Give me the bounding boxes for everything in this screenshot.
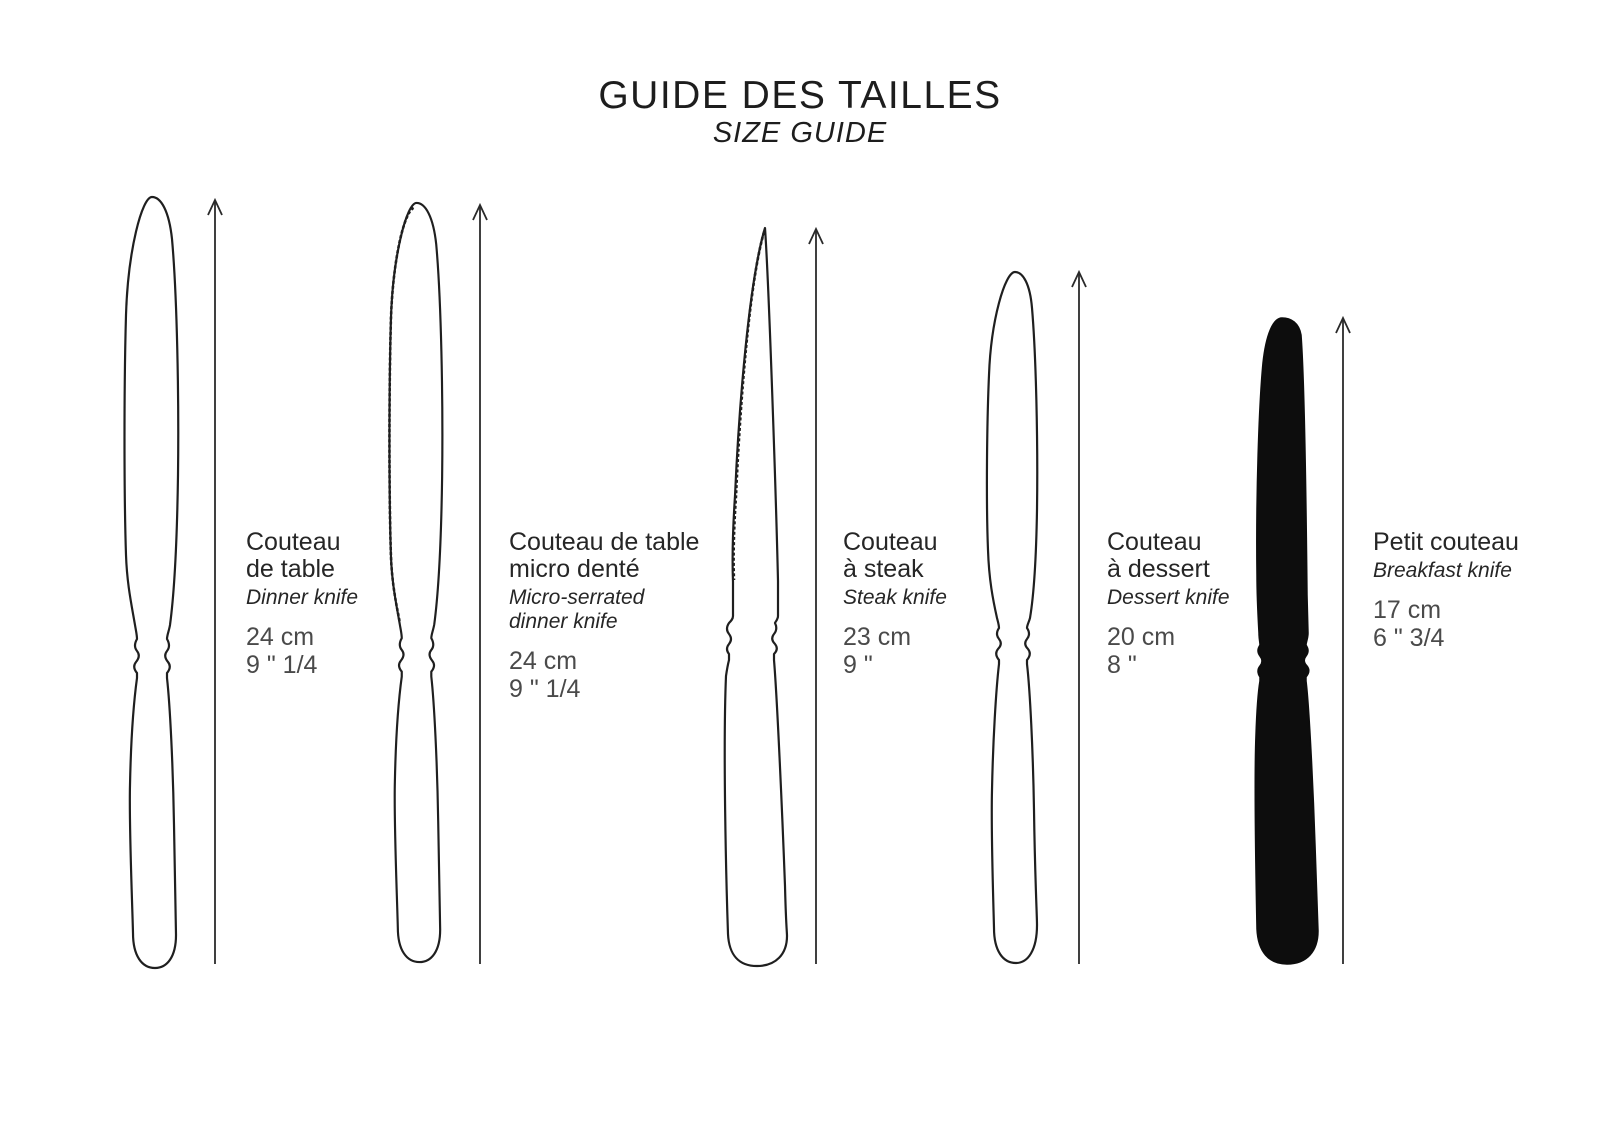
size-cm: 23 cm [843, 623, 912, 651]
micro-serrated-dinner-knife-illustration [381, 201, 456, 967]
guide-subtitle: SIZE GUIDE [712, 117, 888, 149]
size-cm: 17 cm [1373, 596, 1442, 624]
height-arrow-icon [1069, 270, 1089, 966]
size-inches: 9 " [843, 651, 873, 679]
size-inches: 8 " [1107, 651, 1137, 679]
guide-title: GUIDE DES TAILLES [598, 74, 1002, 117]
steak-knife-illustration [695, 226, 795, 971]
knife-name-fr: Couteau [843, 528, 938, 556]
knife-name-fr: Couteau de table [509, 528, 700, 556]
knife-name-fr: Petit couteau [1373, 528, 1519, 556]
knife-name-en: Breakfast knife [1373, 559, 1512, 582]
knife-name-en: Dessert knife [1107, 586, 1230, 609]
knife-name-fr: à steak [843, 555, 924, 583]
size-inches: 9 " 1/4 [246, 651, 318, 679]
size-inches: 9 " 1/4 [509, 675, 581, 703]
size-cm: 24 cm [509, 647, 578, 675]
knife-name-fr: Couteau [1107, 528, 1202, 556]
knife-name-en: Steak knife [843, 586, 947, 609]
knife-name-en: Dinner knife [246, 586, 359, 609]
size-inches: 6 " 3/4 [1373, 624, 1445, 652]
dinner-knife-illustration [116, 195, 192, 973]
breakfast-knife-label [1373, 529, 1600, 652]
size-cm: 24 cm [246, 623, 315, 651]
breakfast-knife-illustration [1233, 315, 1325, 970]
knife-name-fr: Couteau [246, 528, 341, 556]
knife-name-fr: à dessert [1107, 555, 1210, 583]
knife-sizes [1373, 596, 1600, 652]
knife-name-en: dinner knife [509, 610, 618, 633]
size-cm: 20 cm [1107, 623, 1176, 651]
knife-name-fr: de table [246, 555, 335, 583]
height-arrow-icon [806, 227, 826, 966]
knife-name-fr: micro denté [509, 555, 640, 583]
dessert-knife-illustration [975, 270, 1055, 970]
height-arrow-icon [470, 203, 490, 966]
height-arrow-icon [1333, 316, 1353, 966]
knife-name-en: Micro-serrated [509, 586, 645, 609]
height-arrow-icon [205, 198, 225, 966]
